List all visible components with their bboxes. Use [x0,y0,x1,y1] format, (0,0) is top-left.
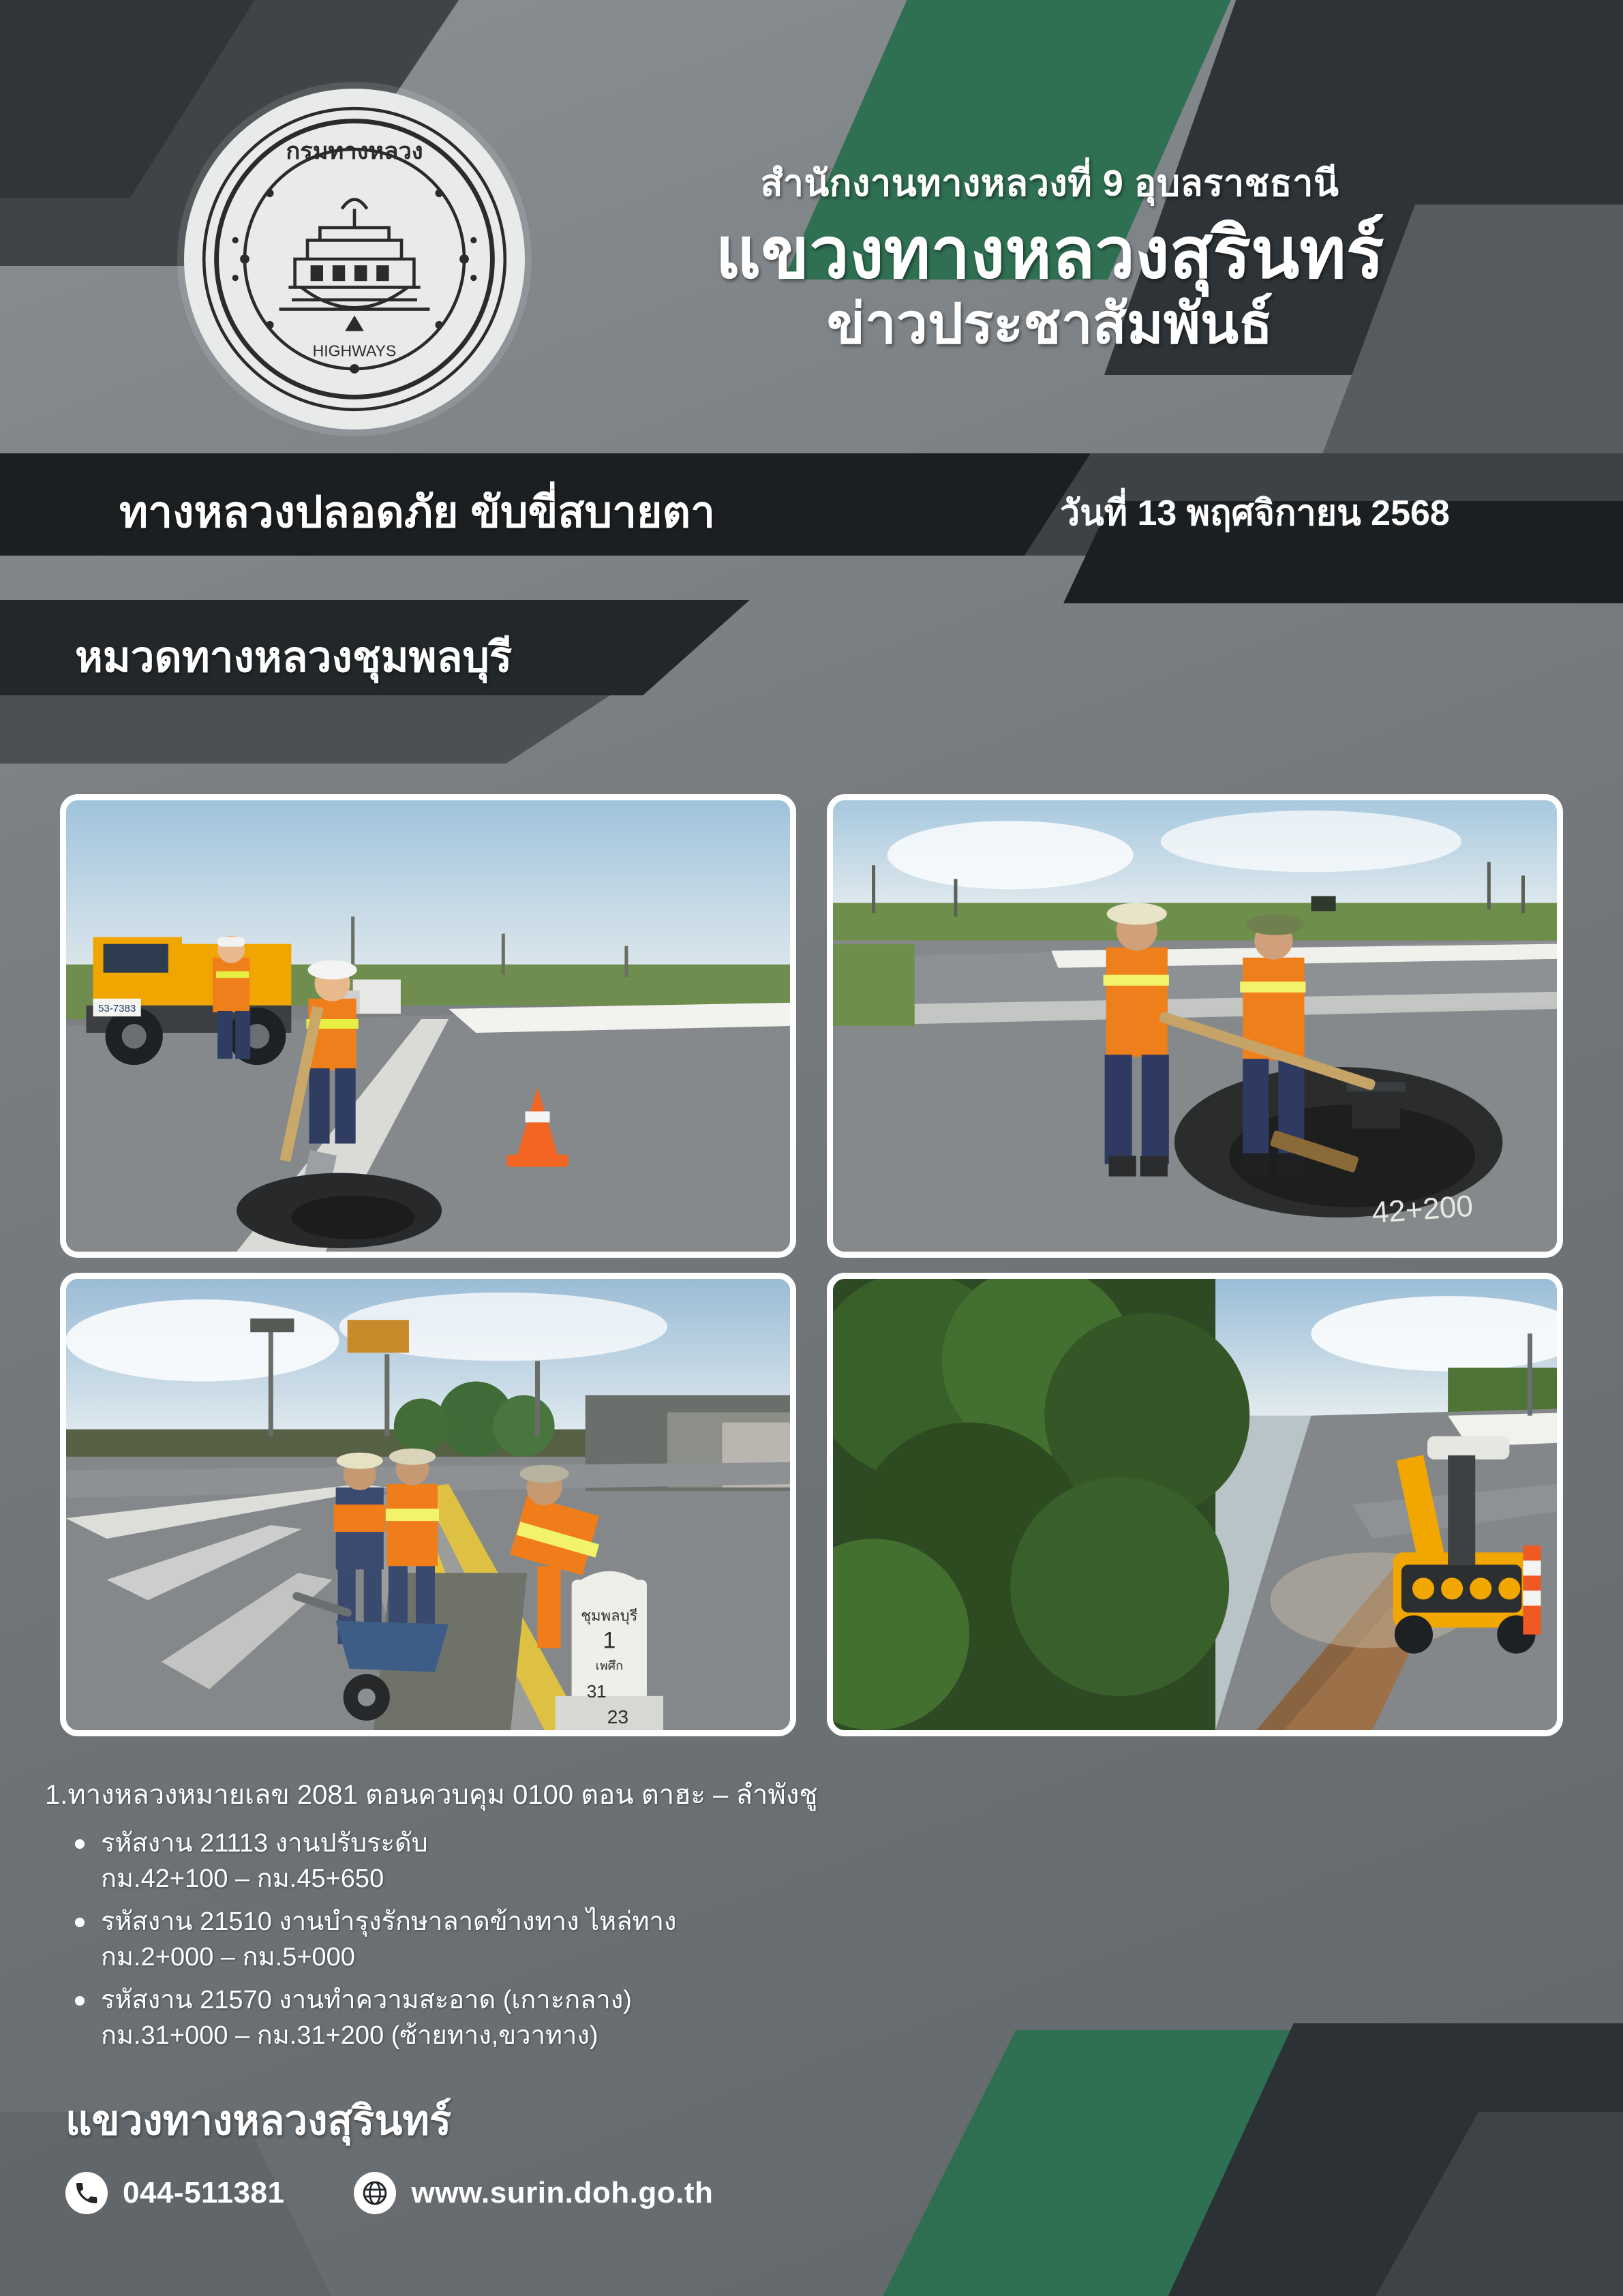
photo-roadside-mower [827,1273,1563,1736]
decor-band-sub-grey [0,689,620,764]
svg-text:กรมทางหลวง: กรมทางหลวง [286,138,423,164]
footer-website[interactable] [354,2172,713,2214]
news-line: ข่าวประชาสัมพันธ์ [826,293,1273,356]
work-km-line: กม.2+000 – กม.5+000 [101,1943,355,1972]
work-code-line: รหัสงาน 21570 งานทำความสะอาด (เกาะกลาง) [45,1982,1476,2018]
svg-text:23: 23 [607,1706,629,1727]
globe-icon [354,2172,396,2214]
phone-icon [65,2172,108,2214]
list-item [45,1904,1476,1976]
list-item [45,1982,1476,2054]
footer-phone-number: 044-511381 [123,2176,285,2209]
footer-org: แขวงทางหลวงสุรินทร์ [65,2098,452,2143]
svg-text:เพศึก: เพศึก [595,1659,624,1673]
photo-grid [60,794,1563,1735]
photo-pothole-repair-truck [60,794,796,1258]
work-km-line: กม.42+100 – กม.45+650 [101,1864,384,1894]
svg-text:ชุมพลบุรี: ชุมพลบุรี [581,1607,638,1625]
header-block [566,153,1534,356]
work-code-line: รหัสงาน 21113 งานปรับระดับ [45,1826,1476,1861]
slogan-text: ทางหลวงปลอดภัย ขับขี่สบายตา [119,487,716,537]
svg-text:31: 31 [586,1680,607,1702]
footer-website-url: www.surin.doh.go.th [411,2176,714,2209]
section-title: หมวดทางหลวงชุมพลบุรี [75,634,513,681]
photo-workers-raking-asphalt [827,794,1563,1258]
office-line: สำนักงานทางหลวงที่ 9 อุบลราชธานี [760,163,1339,204]
date-text: วันที่ 13 พฤศจิกายน 2568 [1060,494,1450,533]
works-bullet-list [45,1826,1476,2054]
work-code-line: รหัสงาน 21510 งานบำรุงรักษาลาดข้างทาง ไหล่ทาง [45,1904,1476,1939]
svg-text:42+200: 42+200 [1371,1189,1474,1230]
district-line: แขวงทางหลวงสุรินทร์ [715,214,1384,293]
works-heading: 1.ทางหลวงหมายเลข 2081 ตอนควบคุม 0100 ตอน ตาฮะ – ลำพังชู [45,1780,818,1810]
svg-text:HIGHWAYS: HIGHWAYS [312,342,397,360]
list-item [45,1826,1476,1897]
footer-contacts [65,2172,713,2214]
footer-block [65,2088,713,2214]
svg-text:1: 1 [603,1627,616,1654]
footer-phone[interactable] [65,2172,284,2214]
doh-emblem-icon [184,89,525,429]
svg-text:53-7383: 53-7383 [98,1002,136,1014]
work-km-line: กม.31+000 – กม.31+200 (ซ้ายทาง,ขวาทาง) [101,2021,598,2051]
works-list-block [45,1772,1476,2061]
photo-median-cleaning [60,1273,796,1736]
